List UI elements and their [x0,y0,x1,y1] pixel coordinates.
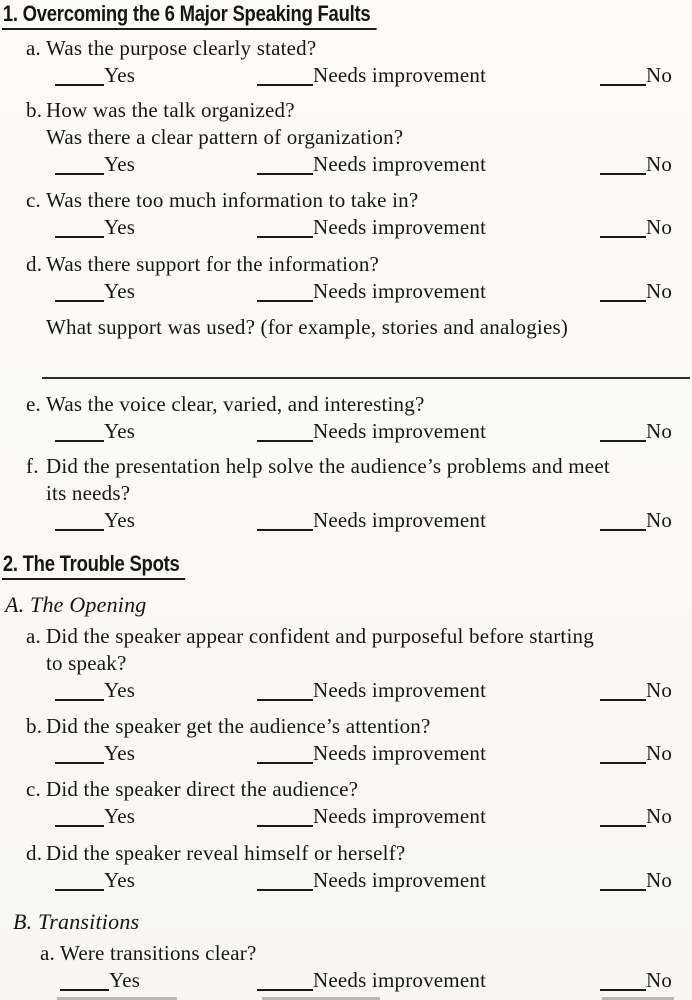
needs-improvement-option [257,740,486,767]
yes-blank-line[interactable] [55,426,104,442]
yes-label: Yes [109,968,141,992]
yes-option [55,418,135,445]
no-blank-line[interactable] [600,426,646,442]
needs-improvement-option [257,151,486,178]
needs-improvement-label: Needs improvement [313,215,487,239]
question-2a-c [0,776,692,803]
no-option [600,418,672,445]
needs-improvement-label: Needs improvement [313,279,487,303]
needs-improvement-blank-line[interactable] [257,975,313,991]
needs-improvement-label: Needs improvement [313,968,487,992]
needs-improvement-blank-line[interactable] [257,426,313,442]
needs-improvement-blank-line[interactable] [257,685,313,701]
no-option [600,677,672,704]
answer-row [0,214,692,241]
question-label: c. [26,777,41,801]
section-2-heading-text: 2. The Trouble Spots [2,552,185,580]
needs-improvement-label: Needs improvement [313,804,487,828]
needs-improvement-blank-line[interactable] [257,515,313,531]
question-1d [0,251,692,278]
yes-option [55,507,135,534]
no-option [600,740,672,767]
yes-option [55,803,135,830]
no-option [600,214,672,241]
yes-blank-line[interactable] [55,685,104,701]
needs-improvement-label: Needs improvement [313,508,487,532]
question-1f-line2: its needs? [46,481,131,505]
needs-improvement-blank-line[interactable] [257,222,313,238]
yes-option [55,151,135,178]
yes-blank-line[interactable] [55,222,104,238]
question-text: Were transitions clear? [60,941,257,965]
yes-label: Yes [104,508,136,532]
question-1c [0,187,692,214]
question-2b-a [0,940,692,967]
no-option [600,62,672,89]
question-label: d. [26,841,43,865]
needs-improvement-blank-line[interactable] [257,748,313,764]
no-blank-line[interactable] [600,811,646,827]
no-blank-line[interactable] [600,222,646,238]
question-1b [0,97,692,124]
subsection-b-heading: B. Transitions [13,909,140,934]
subsection-a-heading: A. The Opening [5,592,147,617]
no-blank-line[interactable] [600,685,646,701]
no-label: No [646,63,673,87]
question-2a-a-line2: to speak? [46,651,127,675]
question-text: Did the speaker reveal himself or herself? [46,841,406,865]
needs-improvement-blank-line[interactable] [257,811,313,827]
yes-option [60,967,140,994]
needs-improvement-label: Needs improvement [313,419,487,443]
question-text: Was there support for the information? [46,252,380,276]
needs-improvement-option [257,214,486,241]
question-label: a. [26,624,41,648]
write-in-line[interactable] [42,377,690,379]
yes-blank-line[interactable] [55,748,104,764]
no-blank-line[interactable] [600,286,646,302]
answer-row [0,967,692,994]
no-option [600,803,672,830]
question-label: e. [26,392,41,416]
needs-improvement-blank-line[interactable] [257,159,313,175]
no-label: No [646,741,673,765]
needs-improvement-option [257,677,486,704]
yes-option [55,867,135,894]
question-text: Did the presentation help solve the audience’s problems and meet [46,454,610,478]
question-label: d. [26,252,43,276]
question-label: f. [26,454,39,478]
question-1a [0,35,692,62]
needs-improvement-label: Needs improvement [313,678,487,702]
needs-improvement-option [257,62,486,89]
yes-blank-line[interactable] [60,975,109,991]
question-text: Was the voice clear, varied, and interesting? [46,392,425,416]
question-text: Was there too much information to take in? [46,188,419,212]
no-blank-line[interactable] [600,748,646,764]
no-blank-line[interactable] [600,875,646,891]
question-label: b. [26,98,43,122]
yes-option [55,278,135,305]
yes-option [55,62,135,89]
yes-label: Yes [104,804,136,828]
question-text: Did the speaker get the audience’s attention? [46,714,431,738]
yes-label: Yes [104,279,136,303]
no-label: No [646,968,673,992]
no-option [600,507,672,534]
section-1-heading [2,2,692,30]
needs-improvement-blank-line[interactable] [257,70,313,86]
no-label: No [646,804,673,828]
yes-label: Yes [104,741,136,765]
no-label: No [646,508,673,532]
question-2a-a [0,623,692,650]
needs-improvement-blank-line[interactable] [257,286,313,302]
no-label: No [646,868,673,892]
answer-row [0,507,692,534]
no-option [600,278,672,305]
answer-row [0,677,692,704]
no-blank-line[interactable] [600,515,646,531]
answer-row [0,867,692,894]
no-blank-line[interactable] [600,975,646,991]
answer-row [0,418,692,445]
question-label: c. [26,188,41,212]
question-1e [0,391,692,418]
no-label: No [646,419,673,443]
section-1-heading-text: 1. Overcoming the 6 Major Speaking Faults [2,2,376,30]
question-label: b. [26,714,43,738]
yes-option [55,677,135,704]
needs-improvement-label: Needs improvement [313,63,487,87]
question-text: Did the speaker direct the audience? [46,777,359,801]
yes-label: Yes [104,868,136,892]
no-label: No [646,279,673,303]
needs-improvement-option [257,278,486,305]
no-blank-line[interactable] [600,159,646,175]
yes-label: Yes [104,63,136,87]
question-label: a. [40,941,55,965]
needs-improvement-option [257,803,486,830]
yes-blank-line[interactable] [55,811,104,827]
no-option [600,867,672,894]
yes-blank-line[interactable] [55,515,104,531]
question-label: a. [26,36,41,60]
yes-option [55,740,135,767]
yes-blank-line[interactable] [55,70,104,86]
answer-row [0,803,692,830]
needs-improvement-label: Needs improvement [313,868,487,892]
question-2a-d [0,840,692,867]
needs-improvement-label: Needs improvement [313,152,487,176]
answer-row [0,151,692,178]
no-label: No [646,678,673,702]
question-1f [0,453,692,480]
needs-improvement-option [257,867,486,894]
no-label: No [646,215,673,239]
needs-improvement-option [257,967,486,994]
no-blank-line[interactable] [600,70,646,86]
answer-row [0,740,692,767]
yes-label: Yes [104,678,136,702]
needs-improvement-option [257,507,486,534]
yes-blank-line[interactable] [55,875,104,891]
yes-label: Yes [104,419,136,443]
question-text: Was the purpose clearly stated? [46,36,317,60]
question-1b-line2: Was there a clear pattern of organization? [46,125,404,149]
question-text: How was the talk organized? [46,98,295,122]
needs-improvement-option [257,418,486,445]
yes-blank-line[interactable] [55,159,104,175]
yes-blank-line[interactable] [55,286,104,302]
yes-label: Yes [104,215,136,239]
no-label: No [646,152,673,176]
needs-improvement-label: Needs improvement [313,741,487,765]
no-option [600,151,672,178]
yes-label: Yes [104,152,136,176]
no-option [600,967,672,994]
needs-improvement-blank-line[interactable] [257,875,313,891]
answer-row [0,62,692,89]
section-2-heading [2,552,692,580]
followup-question: What support was used? (for example, stories and analogies) [46,315,569,339]
yes-option [55,214,135,241]
question-text: Did the speaker appear confident and purposeful before starting [46,624,594,648]
question-2a-b [0,713,692,740]
answer-row [0,278,692,305]
